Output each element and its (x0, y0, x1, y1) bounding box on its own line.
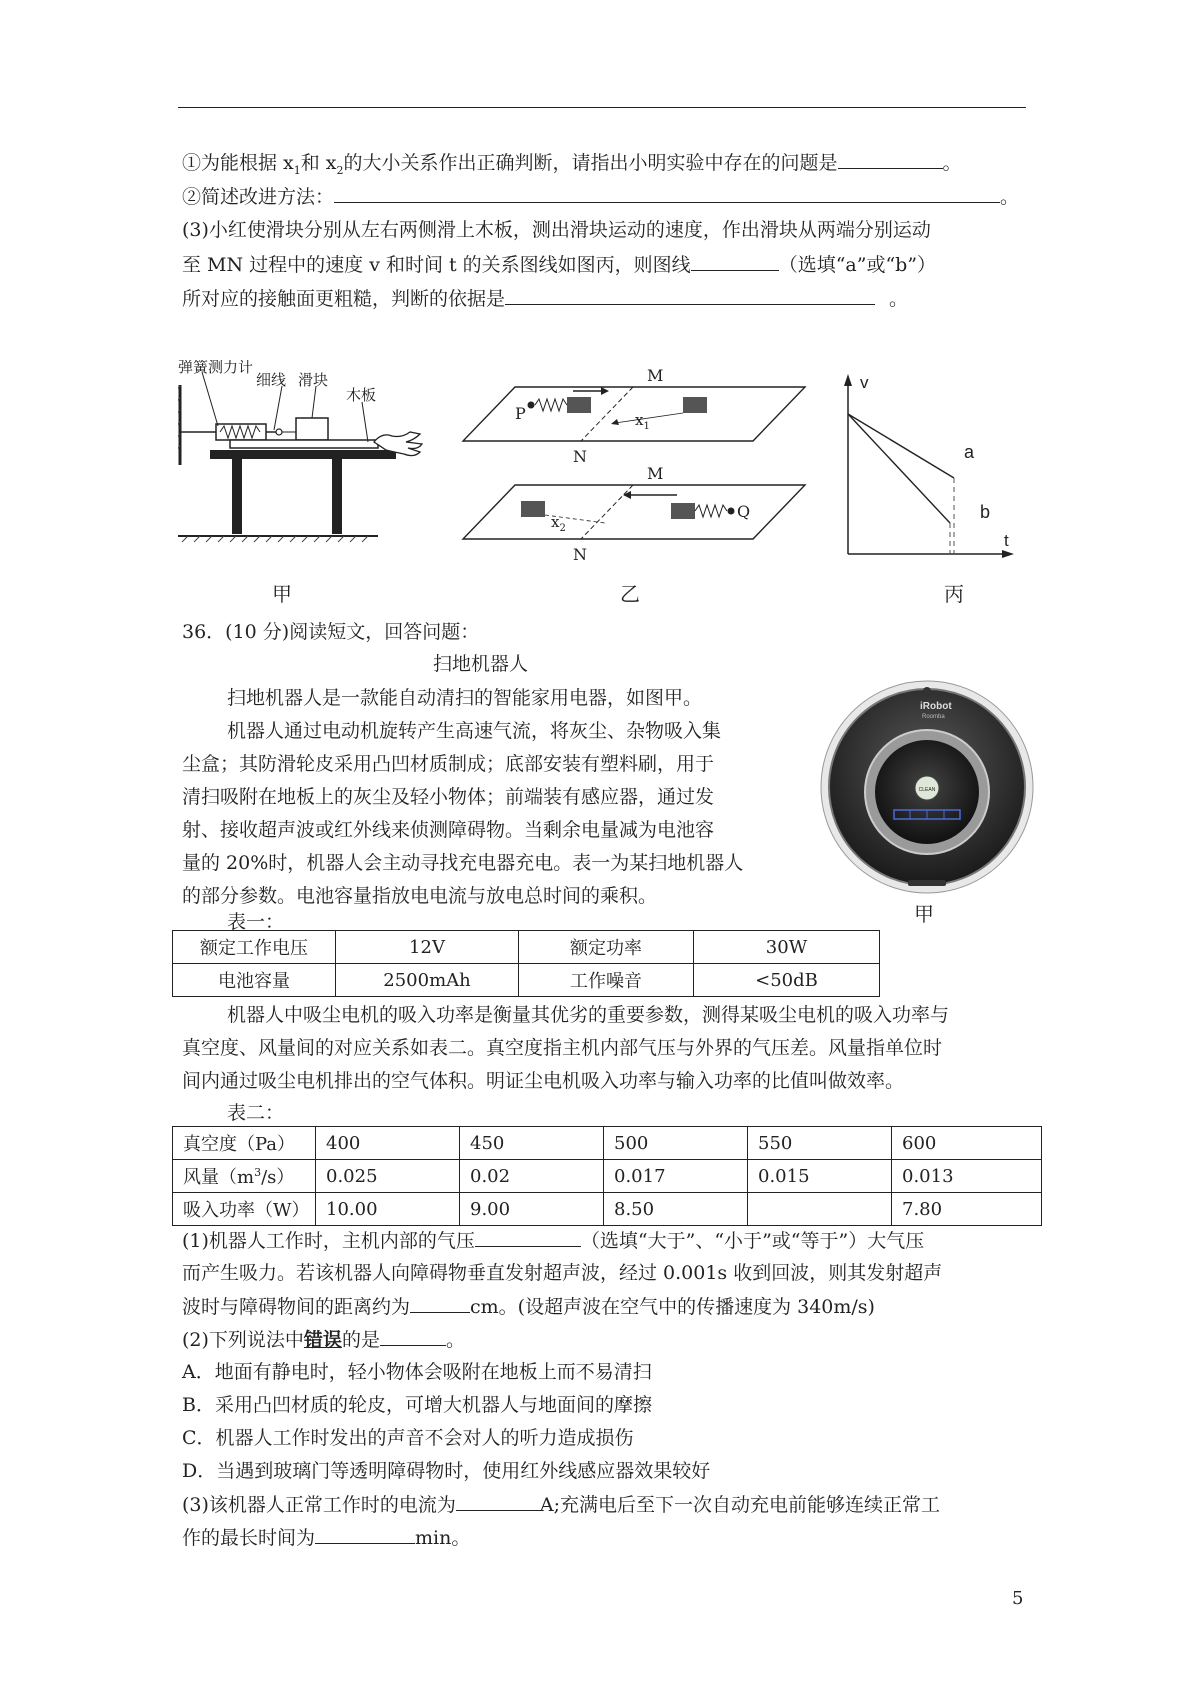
answer-blank[interactable] (838, 150, 943, 169)
table-row: 额定工作电压 12V 额定功率 30W (173, 931, 880, 964)
q35-line-3: (3)小红使滑块分别从左右两侧滑上木板，测出滑块运动的速度，作出滑块从两端分别运动 (182, 219, 931, 241)
block-bottom-end (521, 501, 545, 517)
label-thread: 细线 (256, 372, 287, 389)
table2-label: 表二： (227, 1102, 285, 1124)
label-v: v (860, 373, 869, 392)
answer-blank[interactable] (475, 1228, 581, 1247)
answer-blank[interactable] (505, 286, 875, 305)
board-bottom (463, 485, 805, 539)
block-top-start (567, 397, 591, 413)
line-b (848, 414, 950, 523)
q36-p1: 扫地机器人是一款能自动清扫的智能家用电器，如图甲。 (227, 687, 703, 709)
answer-blank[interactable] (410, 1294, 470, 1313)
option-d[interactable]: D．当遇到玻璃门等透明障碍物时，使用红外线感应器效果较好 (182, 1460, 711, 1482)
option-a[interactable]: A．地面有静电时，轻小物体会吸附在地板上而不易清扫 (182, 1361, 652, 1383)
answer-blank[interactable] (334, 184, 1000, 203)
option-b[interactable]: B．采用凸凹材质的轮皮，可增大机器人与地面间的摩擦 (182, 1394, 652, 1416)
figure-bing (840, 368, 1020, 568)
block-top-end (683, 397, 707, 413)
q36-p2-line: 机器人通过电动机旋转产生高速气流，将灰尘、杂物吸入集 (227, 720, 722, 742)
q36-q3-line-2: 作的最长时间为 min。 (182, 1527, 471, 1549)
label-t: t (1004, 531, 1009, 550)
q35-line-1: ①为能根据 $x_1$和 $x_2$的大小关系作出正确判断，请指出小明实验中存在的问题是 。 (182, 152, 962, 177)
robot-caption: 甲 (914, 902, 934, 926)
table-top (210, 450, 396, 459)
q35-line-5: 所对应的接触面更粗糙，判断的依据是 。 (182, 288, 909, 310)
answer-blank[interactable] (315, 1525, 415, 1544)
q36-q1-line-2: 而产生吸力。若该机器人向障碍物垂直发射超声波，经过 0.001s 收到回波，则其发射超声 (182, 1262, 943, 1284)
header-rule (178, 107, 1026, 108)
robot-brand: iRobot (920, 701, 952, 712)
table-row: 吸入功率（W） 10.00 9.00 8.50 7.80 (173, 1193, 1042, 1226)
table-1 (172, 930, 880, 997)
q36-q1-line-1: (1)机器人工作时，主机内部的气压 （选填“大于”、“小于”或“等于”）大气压 (182, 1230, 925, 1252)
q36-q2: (2)下列说法中错误的是 。 (182, 1329, 465, 1351)
answer-blank[interactable] (691, 252, 779, 271)
label-M-top: M (647, 366, 664, 385)
blank-cell[interactable] (748, 1193, 892, 1226)
table-2 (172, 1126, 1042, 1226)
q36-title: 扫地机器人 (433, 653, 529, 675)
robot-model: Roomba (922, 714, 945, 720)
emphasis-wrong: 错误 (303, 1329, 342, 1351)
wood-board (230, 440, 378, 448)
figure-yi (455, 365, 820, 560)
q36-p2-line: 射、接收超声波或红外线来侦测障碍物。当剩余电量减为电池容 (182, 819, 715, 841)
line-a (848, 414, 954, 478)
table-row: 真空度（Pa） 400 450 500 550 600 (173, 1127, 1042, 1160)
label-M-bottom: M (647, 464, 664, 483)
q36-p3-line: 间内通过吸尘电机排出的空气体积。明证尘电机吸入功率与输入功率的比值叫做效率。 (182, 1070, 905, 1092)
answer-blank[interactable] (380, 1327, 446, 1346)
caption-bing: 丙 (944, 582, 964, 606)
table1-label: 表一： (227, 911, 285, 933)
robot-vacuum-image (812, 678, 1042, 896)
q36-q1-line-3: 波时与障碍物间的距离约为 cm。(设超声波在空气中的传播速度为 340m/s) (182, 1296, 875, 1318)
label-a: a (964, 442, 975, 462)
option-c[interactable]: C．机器人工作时发出的声音不会对人的听力造成损伤 (182, 1427, 634, 1449)
block-bottom-start (671, 503, 695, 519)
q36-p2-line: 的部分参数。电池容量指放电电流与放电总时间的乘积。 (182, 885, 658, 907)
label-spring-scale: 弹簧测力计 (178, 360, 254, 376)
label-Q: Q (737, 502, 751, 521)
q36-header: 36．(10 分)阅读短文，回答问题： (182, 621, 480, 643)
q36-p2-line: 清扫吸附在地板上的灰尘及轻小物体；前端装有感应器，通过发 (182, 786, 715, 808)
label-P: P (515, 404, 526, 423)
table-row: 风量$(m^3/s)$ 0.025 0.02 0.017 0.015 0.013 (173, 1160, 1042, 1193)
label-x2: $x_2$ (551, 513, 566, 534)
caption-jia: 甲 (272, 582, 292, 606)
label-x1: $x_1$ (635, 411, 650, 432)
caption-yi: 乙 (620, 582, 640, 606)
q36-p3-line: 真空度、风量间的对应关系如表二。真空度指主机内部气压与外界的气压差。风量指单位时 (182, 1037, 943, 1059)
svg-text:CLEAN: CLEAN (918, 787, 936, 793)
figure-jia (178, 360, 453, 560)
q36-p2-line: 尘盒；其防滑轮皮采用凸凹材质制成；底部安装有塑料刷，用于 (182, 753, 715, 775)
label-board: 木板 (346, 387, 377, 404)
q36-q3-line-1: (3)该机器人正常工作时的电流为 A;充满电后至下一次自动充电前能够连续正常工 (182, 1494, 941, 1516)
label-N-bottom: N (573, 545, 587, 560)
answer-blank[interactable] (456, 1492, 540, 1511)
slider-block (296, 418, 328, 440)
label-b: b (980, 502, 991, 522)
q36-p2-line: 量的 20%时，机器人会主动寻找充电器充电。表一为某扫地机器人 (182, 852, 744, 874)
page-number: 5 (1012, 1588, 1024, 1609)
q35-line-4: 至 MN 过程中的速度 v 和时间 t 的关系图线如图丙，则图线 （选填“a”或“b”） (182, 254, 937, 276)
label-N-top: N (573, 447, 587, 466)
q35-line-2: ②简述改进方法： 。 (182, 186, 1020, 208)
label-block: 滑块 (298, 372, 329, 389)
q36-p3-line: 机器人中吸尘电机的吸入功率是衡量其优劣的重要参数，测得某吸尘电机的吸入功率与 (227, 1004, 950, 1026)
table-row: 电池容量 2500mAh 工作噪音 <50dB (173, 964, 880, 997)
